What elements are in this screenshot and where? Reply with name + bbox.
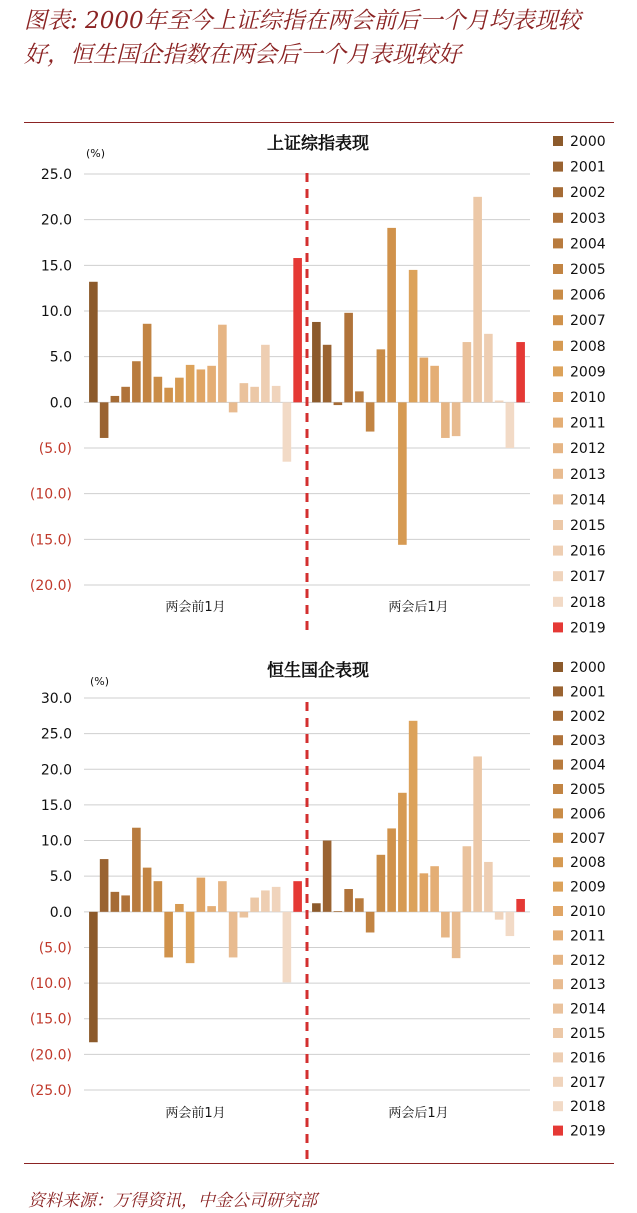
bar (452, 912, 461, 958)
bar (229, 912, 238, 958)
legend-label: 2008 (570, 338, 606, 355)
y-tick-label: 30.0 (40, 691, 72, 707)
legend-swatch (553, 520, 563, 530)
chart-hscei (0, 650, 637, 1170)
legend-swatch (553, 1126, 563, 1136)
bar (516, 899, 525, 912)
bar (366, 912, 375, 933)
bar (164, 912, 173, 958)
legend-swatch (553, 366, 563, 376)
legend-swatch (553, 597, 563, 607)
bar (312, 903, 321, 912)
legend-label: 2016 (570, 543, 606, 560)
legend-swatch (553, 735, 563, 745)
legend-swatch (553, 290, 563, 300)
bar (154, 377, 163, 403)
y-tick-label: 0.0 (49, 395, 72, 412)
bar (495, 401, 504, 403)
legend-label: 2017 (570, 569, 606, 586)
legend-label: 2019 (570, 620, 606, 637)
legend-label: 2012 (570, 441, 606, 458)
bar (366, 402, 375, 431)
legend-label: 2015 (570, 518, 606, 534)
bar (89, 282, 98, 403)
category-label: 两会后1月 (388, 600, 449, 615)
bar (143, 868, 152, 912)
bar (463, 846, 472, 912)
y-unit-label: (%) (86, 147, 106, 160)
chart-shanghai-composite (0, 125, 637, 650)
bar (240, 383, 249, 402)
bar (377, 855, 386, 912)
bar (218, 325, 227, 403)
legend-swatch (553, 760, 563, 770)
bar (293, 258, 302, 402)
category-label: 两会前1月 (165, 600, 226, 615)
y-tick-label: (20.0) (29, 578, 72, 594)
bar (143, 324, 152, 403)
bar (323, 345, 332, 403)
legend-label: 2012 (570, 952, 606, 969)
legend-label: 2009 (570, 879, 606, 896)
bar (175, 904, 184, 912)
bar (132, 361, 141, 402)
bar (516, 342, 525, 402)
y-tick-label: 15.0 (40, 258, 72, 275)
bar (261, 890, 270, 911)
bar (89, 912, 98, 1042)
bar (409, 721, 418, 912)
y-tick-label: (5.0) (38, 940, 72, 957)
legend-label: 2000 (570, 660, 606, 676)
legend-swatch (553, 833, 563, 843)
bar (250, 387, 259, 403)
legend-swatch (553, 546, 563, 556)
legend-label: 2004 (570, 757, 606, 774)
legend-swatch (553, 213, 563, 223)
legend-swatch (553, 136, 563, 146)
legend-label: 2015 (570, 1026, 606, 1042)
legend-label: 2003 (570, 210, 606, 227)
bar (261, 345, 270, 403)
legend-swatch (553, 808, 563, 818)
y-tick-label: (10.0) (29, 486, 72, 503)
bar (441, 912, 450, 938)
legend-label: 2016 (570, 1050, 606, 1067)
legend-label: 2008 (570, 855, 606, 872)
y-tick-label: 25.0 (40, 726, 72, 743)
bar (312, 322, 321, 402)
bar (272, 386, 281, 402)
figure-title: 图表: 2000年至今上证综指在两会前后一个月均表现较好，恒生国企指数在两会后一个月表现较好 (24, 8, 581, 68)
bar (323, 841, 332, 912)
bar (506, 912, 515, 936)
category-label: 两会前1月 (165, 1106, 226, 1121)
legend-label: 2001 (570, 159, 606, 176)
legend-label: 2009 (570, 364, 606, 381)
legend-swatch (553, 1004, 563, 1014)
bar (495, 912, 504, 920)
legend-swatch (553, 469, 563, 479)
legend-label: 2010 (570, 904, 606, 920)
legend-swatch (553, 1101, 563, 1111)
legend-label: 2003 (570, 733, 606, 750)
bar (387, 828, 396, 911)
legend-swatch (553, 315, 563, 325)
bar (207, 366, 216, 403)
bar (377, 349, 386, 402)
legend-label: 2011 (570, 415, 606, 432)
bar (197, 369, 206, 402)
bar (420, 358, 429, 403)
chart-title: 上证综指表现 (267, 134, 369, 154)
bar (409, 270, 418, 402)
legend-swatch (553, 930, 563, 940)
legend-label: 2018 (570, 594, 606, 611)
legend-label: 2004 (570, 236, 606, 253)
bar (473, 756, 482, 911)
legend-label: 2001 (570, 684, 606, 701)
legend-swatch (553, 1052, 563, 1062)
legend-label: 2010 (570, 390, 606, 406)
legend-label: 2002 (570, 185, 606, 202)
bar (186, 912, 195, 963)
bar (420, 873, 429, 911)
y-tick-label: 20.0 (40, 212, 72, 229)
y-tick-label: (10.0) (29, 976, 72, 993)
legend-swatch (553, 711, 563, 721)
y-tick-label: (20.0) (29, 1047, 72, 1064)
legend-swatch (553, 1028, 563, 1038)
category-label: 两会后1月 (388, 1106, 449, 1121)
legend-label: 2006 (570, 806, 606, 823)
legend-swatch (553, 264, 563, 274)
legend-swatch (553, 784, 563, 794)
legend-label: 2017 (570, 1074, 606, 1091)
bar (121, 387, 130, 403)
source-rule (24, 1163, 614, 1164)
legend-label: 2013 (570, 977, 606, 994)
bar (229, 402, 238, 412)
legend-label: 2019 (570, 1123, 606, 1140)
bar (111, 396, 120, 402)
title-rule (24, 122, 614, 123)
bar (100, 402, 109, 438)
bar (398, 402, 407, 544)
bar (154, 881, 163, 912)
legend-swatch (553, 882, 563, 892)
y-tick-label: 5.0 (49, 869, 72, 886)
y-tick-label: 15.0 (40, 797, 72, 814)
legend-label: 2006 (570, 287, 606, 304)
legend-label: 2005 (570, 782, 606, 798)
legend-swatch (553, 906, 563, 916)
bar (186, 365, 195, 402)
bar (344, 889, 353, 912)
legend-label: 2007 (570, 830, 606, 847)
y-tick-label: 20.0 (40, 762, 72, 779)
legend-swatch (553, 1077, 563, 1087)
legend-swatch (553, 238, 563, 248)
bar (430, 366, 439, 403)
bar (387, 228, 396, 402)
bar (344, 313, 353, 403)
y-tick-label: 0.0 (49, 904, 72, 921)
bar (506, 402, 515, 448)
bar (484, 334, 493, 403)
legend-swatch (553, 857, 563, 867)
bar (398, 793, 407, 912)
legend-swatch (553, 571, 563, 581)
bar (121, 895, 130, 911)
bar (463, 342, 472, 402)
y-tick-label: 10.0 (40, 833, 72, 850)
legend-swatch (553, 622, 563, 632)
legend-label: 2000 (570, 134, 606, 150)
legend-label: 2011 (570, 928, 606, 945)
legend-swatch (553, 392, 563, 402)
legend-swatch (553, 418, 563, 428)
bar (452, 402, 461, 436)
y-tick-label: 25.0 (40, 167, 72, 183)
bar (355, 391, 364, 402)
bar (197, 878, 206, 912)
legend-swatch (553, 686, 563, 696)
legend-swatch (553, 662, 563, 672)
y-tick-label: (5.0) (38, 441, 72, 457)
bar (283, 402, 292, 461)
legend-label: 2014 (570, 492, 606, 509)
bar (283, 912, 292, 983)
legend-label: 2014 (570, 1001, 606, 1018)
legend-swatch (553, 187, 563, 197)
y-tick-label: (25.0) (29, 1083, 72, 1099)
bar (175, 378, 184, 403)
bar (484, 862, 493, 912)
bar (355, 898, 364, 912)
legend-swatch (553, 341, 563, 351)
legend-label: 2018 (570, 1099, 606, 1116)
y-tick-label: (15.0) (29, 532, 72, 549)
legend-swatch (553, 443, 563, 453)
source-note: 资料来源：万得资讯，中金公司研究部 (28, 1191, 317, 1211)
bar (207, 906, 216, 912)
y-tick-label: 10.0 (40, 304, 72, 320)
bar (430, 866, 439, 912)
bar (441, 402, 450, 438)
bar (218, 881, 227, 912)
bar (473, 197, 482, 403)
legend-label: 2002 (570, 708, 606, 725)
y-tick-label: 5.0 (49, 349, 72, 366)
legend-label: 2013 (570, 466, 606, 483)
bar (164, 388, 173, 403)
y-tick-label: (15.0) (29, 1011, 72, 1028)
legend-swatch (553, 979, 563, 989)
legend-label: 2007 (570, 313, 606, 330)
bar (240, 912, 249, 918)
bar (132, 828, 141, 912)
bar (334, 402, 343, 405)
y-unit-label: (%) (90, 675, 110, 688)
legend-swatch (553, 955, 563, 965)
bar (334, 911, 343, 912)
bar (111, 892, 120, 912)
legend-label: 2005 (570, 262, 606, 278)
legend-swatch (553, 494, 563, 504)
bar (293, 881, 302, 912)
bar (272, 887, 281, 912)
bar (100, 859, 109, 912)
chart-title: 恒生国企表现 (267, 661, 369, 681)
legend-swatch (553, 162, 563, 172)
bar (250, 898, 259, 912)
